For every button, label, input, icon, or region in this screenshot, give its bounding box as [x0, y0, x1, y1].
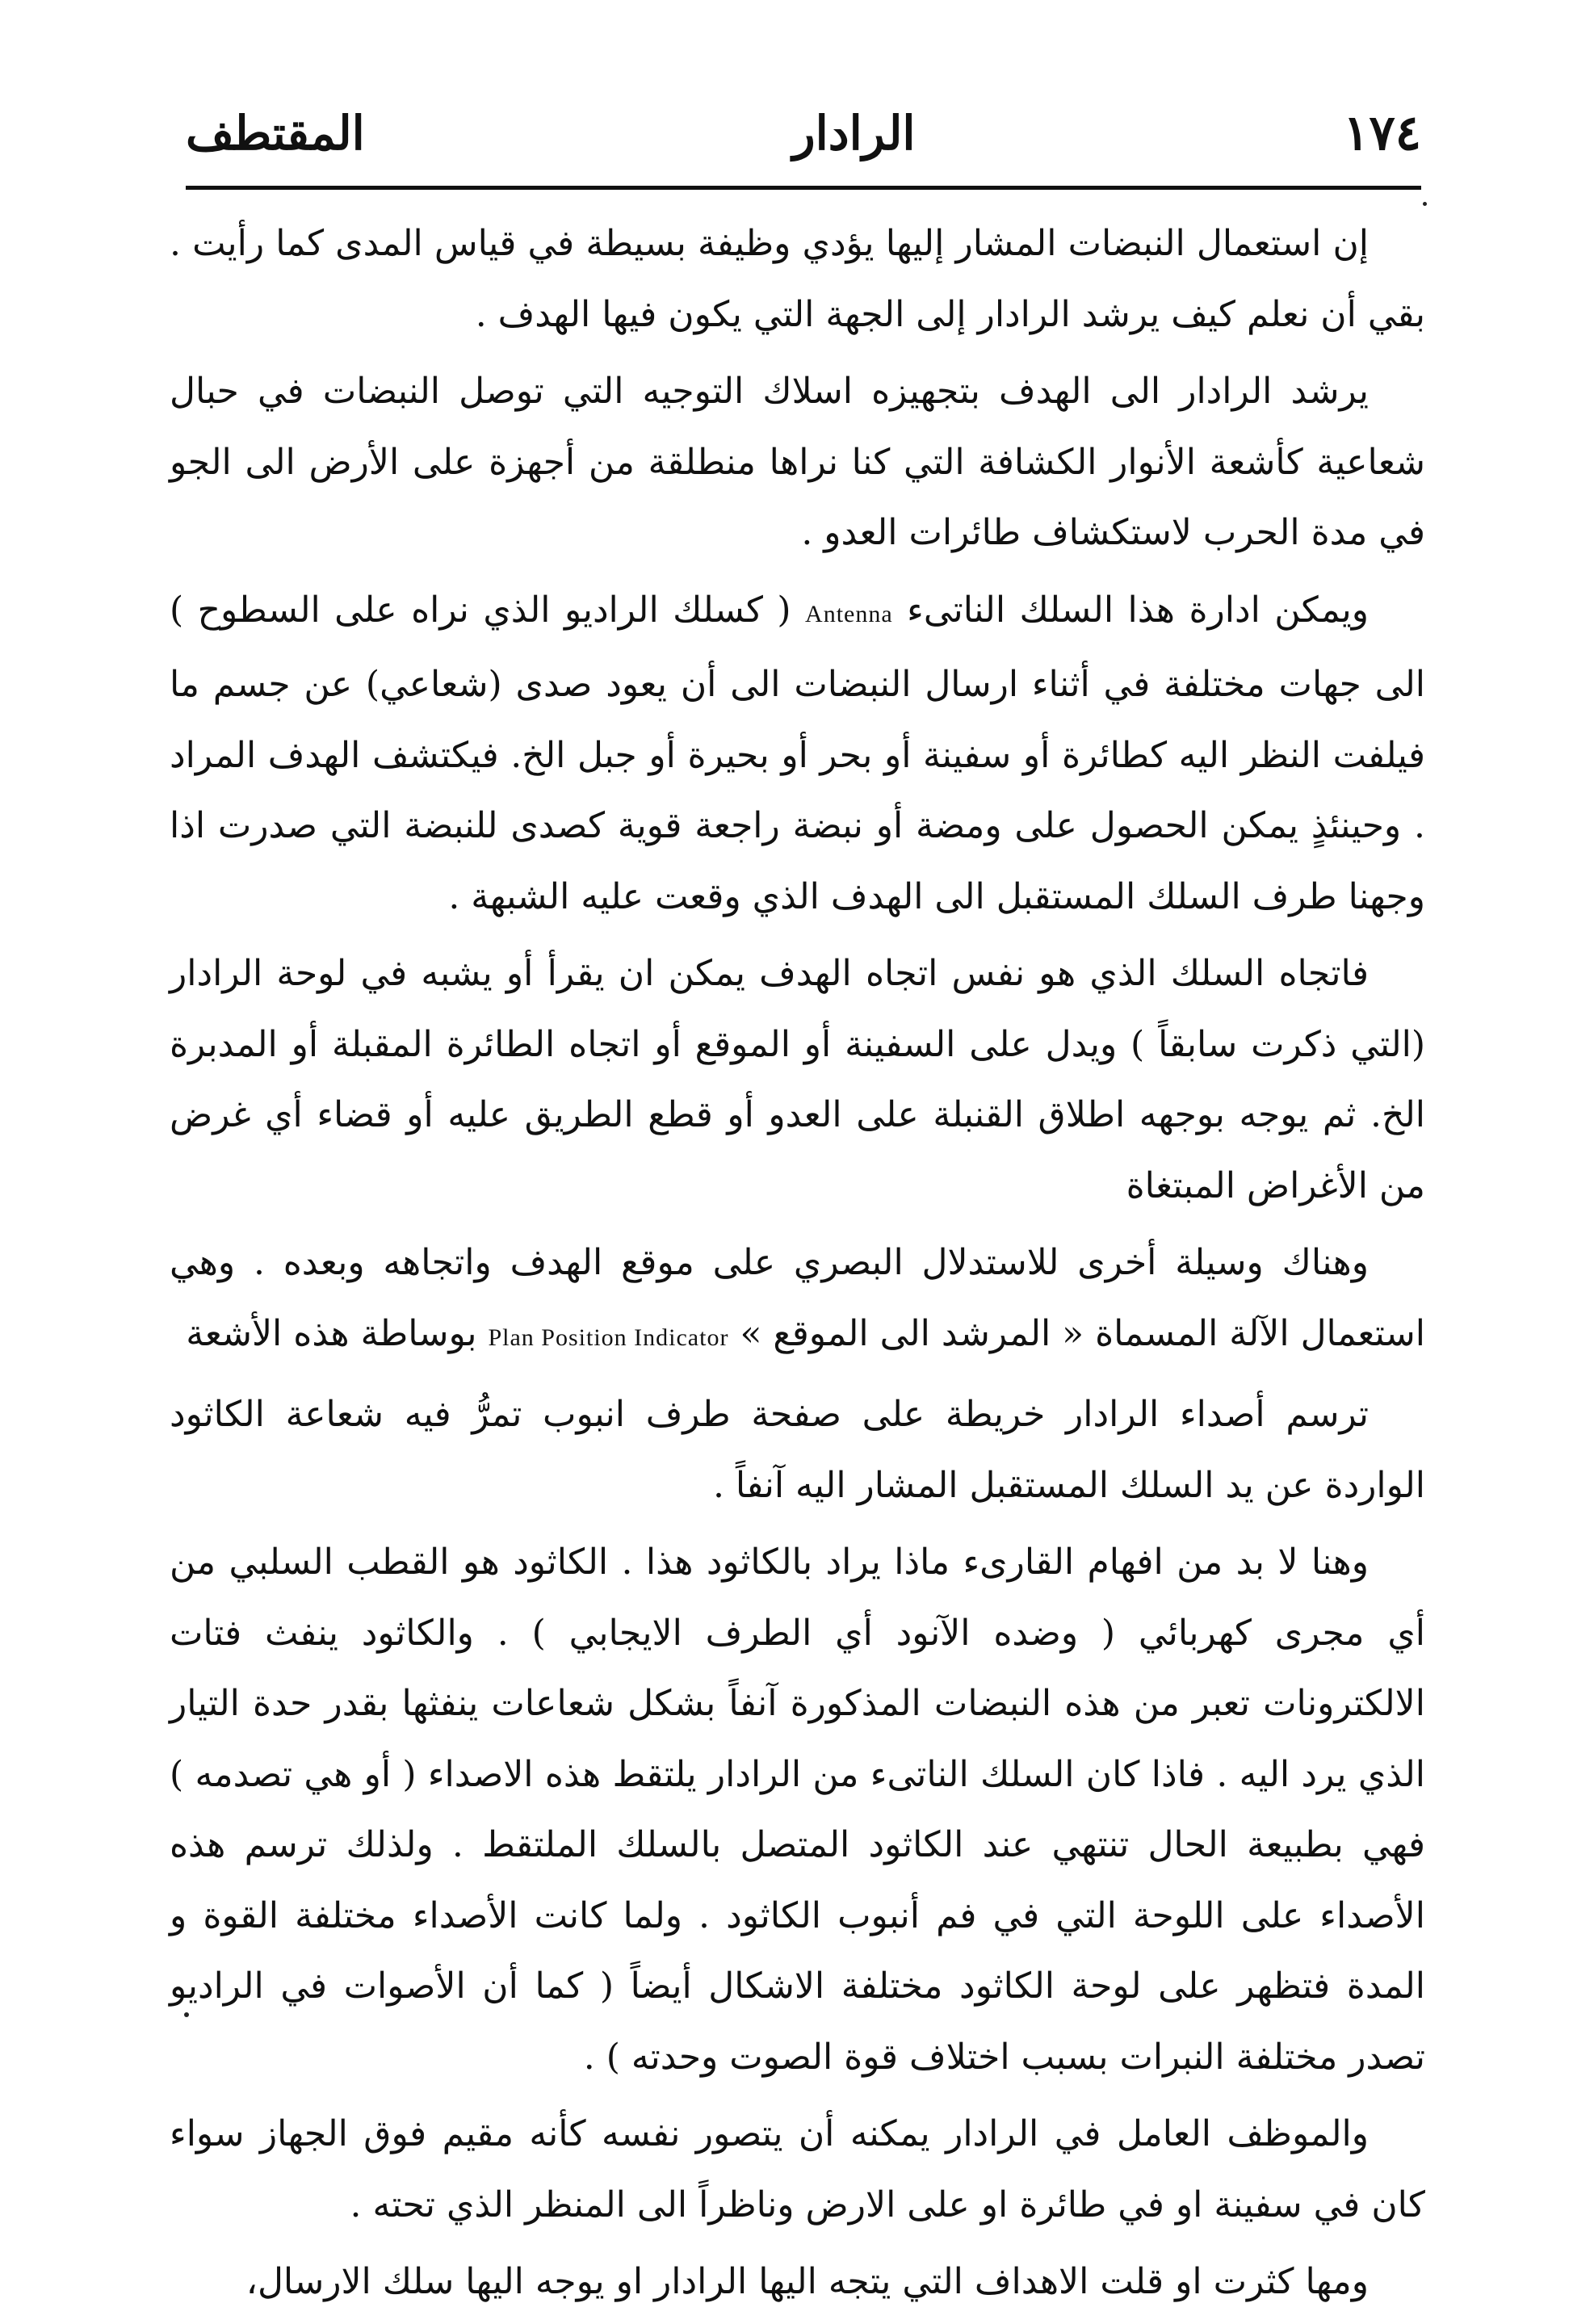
- scan-speck: [1423, 202, 1427, 206]
- latin-term: Plan Position Indicator: [488, 1324, 729, 1351]
- paragraph: [170, 575, 1425, 933]
- paragraph: يرشد الرادار الى الهدف بتجهيزه اسلاك التوجيه التي توصل النبضات في حبال شعاعية كأشعة الأنوار الكشافة التي كنا نراها منطلقة من أجهزة على الأرض الى الجو في مدة الحرب لاستكشاف طائرات العدو .: [170, 371, 1425, 553]
- paragraph-text: ( كسلك الراديو الذي نراه على السطوح ) الى جهات مختلفة في أثناء ارسال النبضات الى أن يعود صدى (شعاعي) عن جسم ما فيلفت النظر اليه كطائرة أو سفينة أو بحر أو بحيرة أو جبل الخ. فيكتشف الهدف المراد . وحينئذٍ يمكن الحصول على ومضة أو نبضة راجعة قوية كصدى للنبضة التي صدرت اذا وجهنا طرف السلك المستقبل الى الهدف الذي وقعت عليه الشبهة .: [170, 589, 1425, 917]
- section-title: الرادار: [792, 106, 916, 161]
- paragraph: والموظف العامل في الرادار يمكنه أن يتصور نفسه كأنه مقيم فوق الجهاز سواء كان في سفينة او في طائرة او على الارض وناظراً الى المنظر الذي تحته .: [170, 2113, 1425, 2225]
- latin-term: Antenna: [805, 600, 893, 627]
- paragraph: وهنا لا بد من افهام القارىء ماذا يراد بالكاثود هذا . الكاثود هو القطب السلبي من أي مجرى كهربائي ( وضده الآنود أي الطرف الايجابي ) . والكاثود ينفث فتات الالكترونات تعبر من هذه النبضات المذكورة آنفاً بشكل شعاعات ينفثها بقدر حدة التيار الذي يرد اليه . فاذا كان السلك الناتىء من الرادار يلتقط هذه الاصداء ( أو هي تصدمه ) فهي بطبيعة الحال تنتهي عند الكاثود المتصل بالسلك الملتقط . ولذلك ترسم هذه الأصداء على اللوحة التي في فم أنبوب الكاثود . ولما كانت الأصداء مختلفة القوة و المدة فتظهر على لوحة الكاثود مختلفة الاشكال أيضاً ( كما أن الأصوات في الراديو تصدر مختلفة النبرات بسبب اختلاف قوة الصوت وحدته ) .: [170, 1542, 1425, 2078]
- paragraph-text: ويمكن ادارة هذا السلك الناتىء: [907, 589, 1369, 631]
- paragraph: [170, 1227, 1425, 1373]
- paragraph-text: بوساطة هذه الأشعة: [186, 1312, 477, 1354]
- header-rule: [186, 186, 1421, 190]
- journal-title: المقتطف: [186, 106, 365, 161]
- page-number: ١٧٤: [1343, 105, 1421, 162]
- paragraph: ومها كثرت او قلت الاهداف التي يتجه اليها الرادار او يوجه اليها سلك الارسال،: [245, 2261, 1369, 2302]
- paragraph-text: وهناك وسيلة أخرى للاستدلال البصري على موقع الهدف واتجاهه وبعده . وهي استعمال الآلة المسماة « المرشد الى الموقع »: [170, 1242, 1425, 1354]
- paragraph: إن استعمال النبضات المشار إليها يؤدي وظيفة بسيطة في قياس المدى كما رأيت . بقي أن نعلم كيف يرشد الرادار إلى الجهة التي يكون فيها الهدف .: [170, 223, 1425, 335]
- paragraph: فاتجاه السلك الذي هو نفس اتجاه الهدف يمكن ان يقرأ أو يشبه في لوحة الرادار (التي ذكرت سابقاً ) ويدل على السفينة أو الموقع أو اتجاه الطائرة المقبلة أو المدبرة الخ. ثم يوجه بوجهه اطلاق القنبلة على العدو أو قطع الطريق عليه أو قضاء أي غرض من الأغراض المبتغاة: [170, 953, 1425, 1206]
- article-body: [170, 208, 1425, 2324]
- paragraph: ترسم أصداء الرادار خريطة على صفحة طرف انبوب تمرُّ فيه شعاعة الكاثود الواردة عن يد السلك المستقبل المشار اليه آنفاً .: [170, 1394, 1425, 1506]
- page-header: [186, 97, 1421, 170]
